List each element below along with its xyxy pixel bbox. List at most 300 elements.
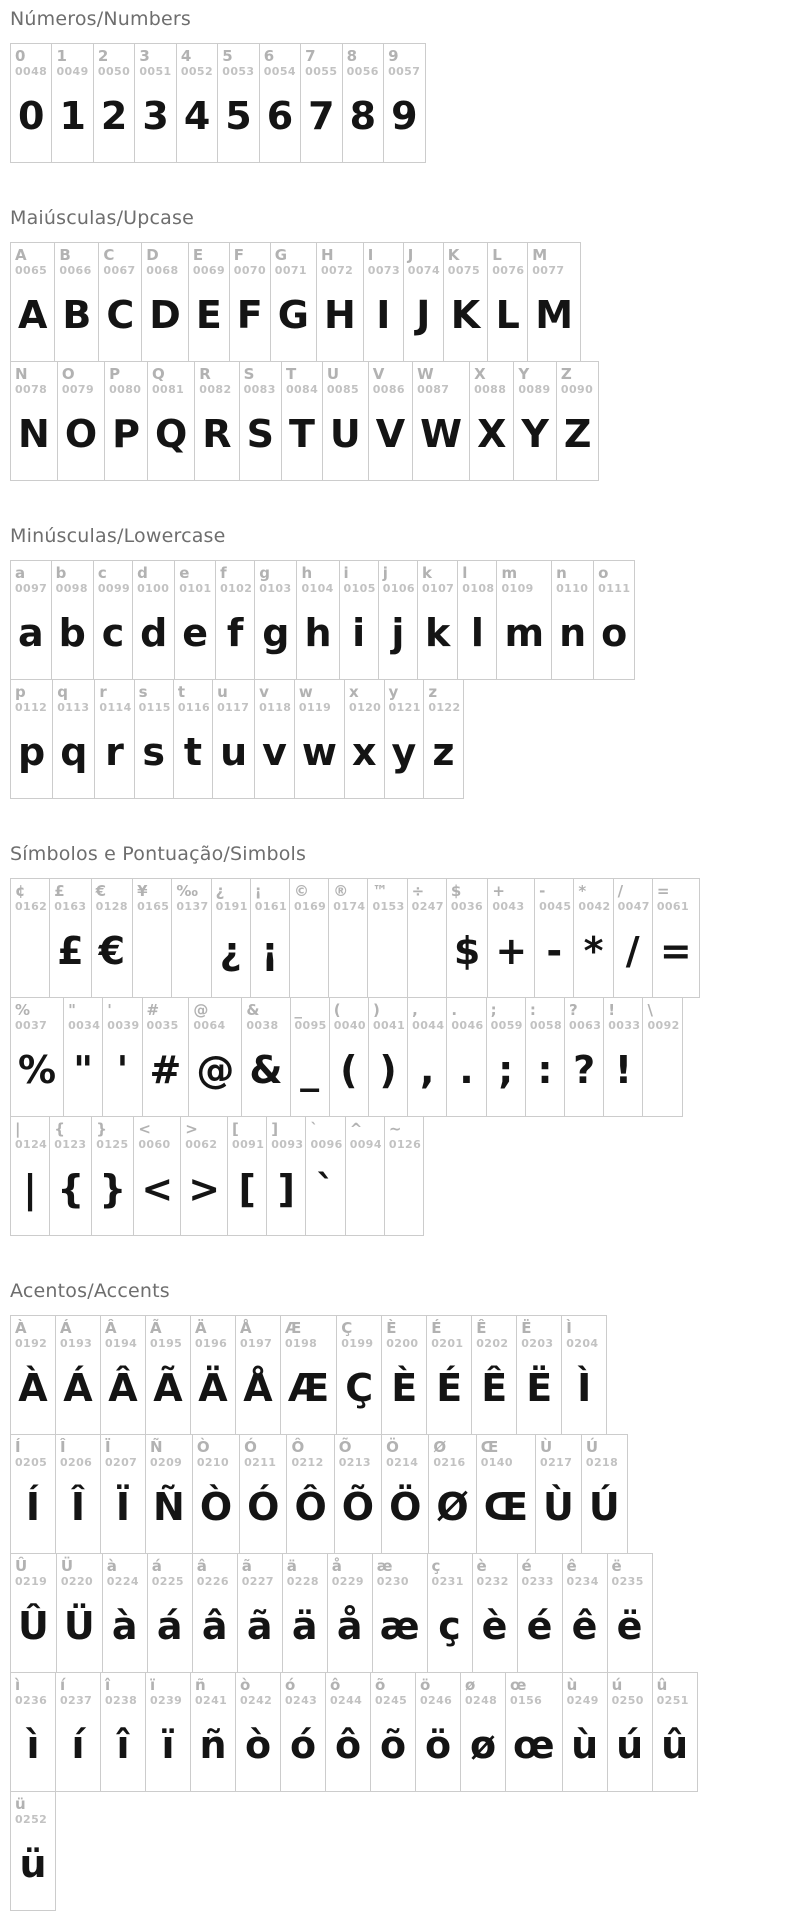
- cell-char-label: h: [301, 564, 313, 582]
- glyph-preview: Ô: [294, 1485, 327, 1530]
- glyph-cell-header: [594, 561, 634, 595]
- glyph-preview: U: [329, 412, 361, 457]
- glyph-cell-header: [473, 1554, 517, 1588]
- glyph-cell-header: [369, 362, 412, 396]
- cell-unicode-label: 0088: [474, 383, 507, 396]
- glyph-cell: [381, 1434, 429, 1554]
- cell-unicode-label: 0042: [578, 900, 611, 913]
- glyph-cell: [55, 1315, 101, 1435]
- cell-char-label: >: [185, 1120, 198, 1138]
- cell-unicode-label: 0101: [179, 582, 212, 595]
- glyph-cell-header: [326, 1673, 370, 1707]
- cell-char-label: C: [103, 246, 115, 264]
- cell-char-label: Õ: [338, 1438, 352, 1456]
- glyph-preview-area: [52, 595, 93, 679]
- glyph-preview-area: [11, 1469, 55, 1553]
- cell-unicode-label: 0040: [333, 1019, 366, 1032]
- glyph-cell: [133, 1116, 181, 1236]
- glyph-preview: C: [106, 293, 135, 338]
- glyph-preview-area: [329, 913, 367, 997]
- glyph-cell-header: [177, 44, 217, 78]
- glyph-cell: [460, 1672, 506, 1792]
- cell-char-label: Ò: [196, 1438, 210, 1456]
- glyph-preview: 0: [18, 94, 45, 139]
- cell-char-label: X: [474, 365, 486, 383]
- glyph-cell-header: [251, 879, 289, 913]
- glyph-preview: £: [57, 929, 84, 974]
- glyph-preview: O: [64, 412, 98, 457]
- cell-unicode-label: 0089: [518, 383, 551, 396]
- glyph-preview-area: [330, 1032, 368, 1116]
- glyph-preview-area: [461, 1707, 505, 1791]
- glyph-cell: [93, 560, 133, 680]
- font-character-map: [10, 8, 810, 1911]
- glyph-row: [10, 1791, 810, 1911]
- cell-unicode-label: 0163: [54, 900, 87, 913]
- cell-char-label: B: [59, 246, 71, 264]
- cell-unicode-label: 0086: [372, 383, 405, 396]
- glyph-row: [10, 560, 810, 680]
- glyph-preview: x: [352, 730, 377, 775]
- glyph-preview: g: [262, 611, 290, 656]
- glyph-cell: [642, 997, 682, 1117]
- glyph-preview-area: [103, 1588, 147, 1672]
- glyph-preview: ú: [616, 1723, 644, 1768]
- glyph-preview-area: [52, 78, 92, 162]
- cell-char-label: D: [146, 246, 159, 264]
- cell-unicode-label: 0069: [192, 264, 226, 277]
- glyph-cell: [384, 1116, 424, 1236]
- glyph-preview: ñ: [199, 1723, 227, 1768]
- glyph-preview: ]: [277, 1167, 296, 1212]
- cell-unicode-label: 0039: [107, 1019, 140, 1032]
- glyph-preview-area: [413, 396, 469, 480]
- glyph-cell-header: [11, 44, 51, 78]
- glyph-preview-area: [11, 714, 52, 798]
- cell-char-label: ï: [150, 1676, 156, 1694]
- glyph-preview-area: [283, 1588, 327, 1672]
- glyph-cell: [556, 361, 600, 481]
- glyph-preview-area: [371, 1707, 415, 1791]
- glyph-cell-header: [369, 998, 407, 1032]
- cell-char-label: K: [447, 246, 460, 264]
- glyph-cell-header: [191, 1673, 235, 1707]
- cell-unicode-label: 0109: [501, 582, 534, 595]
- glyph-cell: [266, 1116, 306, 1236]
- cell-char-label: ë: [611, 1557, 622, 1575]
- glyph-cell-header: [11, 1554, 56, 1588]
- glyph-cell-header: [11, 879, 49, 913]
- glyph-cell-header: [216, 561, 254, 595]
- glyph-preview: ?: [573, 1048, 596, 1093]
- glyph-cell: [322, 361, 369, 481]
- glyph-cell-header: [240, 362, 281, 396]
- glyph-cell-header: [11, 680, 52, 714]
- glyph-cell: [368, 997, 408, 1117]
- glyph-cell-header: [148, 362, 194, 396]
- cell-char-label: õ: [375, 1676, 386, 1694]
- glyph-preview: `: [316, 1167, 336, 1212]
- glyph-preview: 8: [349, 94, 377, 139]
- glyph-row: [10, 878, 810, 998]
- section-title: Números/Numbers: [10, 8, 191, 30]
- cell-char-label: è: [476, 1557, 487, 1575]
- glyph-section: [10, 207, 810, 481]
- cell-char-label: Ü: [60, 1557, 74, 1575]
- glyph-cell-header: [470, 362, 513, 396]
- cell-char-label: ü: [15, 1795, 26, 1813]
- glyph-cell-header: [317, 243, 363, 277]
- glyph-cell-header: [57, 1554, 102, 1588]
- cell-unicode-label: 0196: [195, 1337, 228, 1350]
- glyph-preview-area: [458, 595, 496, 679]
- cell-unicode-label: 0125: [96, 1138, 129, 1151]
- glyph-preview: ò: [244, 1723, 272, 1768]
- glyph-cell-header: [379, 561, 417, 595]
- glyph-cell: [91, 1116, 134, 1236]
- glyph-cell: [142, 997, 190, 1117]
- cell-char-label: Ç: [341, 1319, 353, 1337]
- glyph-cell-header: [282, 362, 322, 396]
- glyph-preview-area: [444, 277, 487, 361]
- glyph-preview-area: [174, 714, 212, 798]
- glyph-preview: y: [391, 730, 417, 775]
- glyph-preview: â: [201, 1604, 228, 1649]
- glyph-cell-header: [291, 998, 329, 1032]
- glyph-preview-area: [56, 1707, 100, 1791]
- glyph-cell-header: [195, 362, 238, 396]
- glyph-cell: [334, 1434, 382, 1554]
- cell-unicode-label: 0137: [176, 900, 209, 913]
- glyph-cell: [336, 1315, 382, 1435]
- cell-char-label: î: [105, 1676, 111, 1694]
- glyph-preview-area: [428, 1588, 472, 1672]
- cell-unicode-label: 0058: [529, 1019, 563, 1032]
- cell-char-label: I: [367, 246, 374, 264]
- cell-unicode-label: 0112: [15, 701, 48, 714]
- cell-unicode-label: 0034: [68, 1019, 101, 1032]
- cell-unicode-label: 0201: [431, 1337, 464, 1350]
- glyph-preview: Ç: [345, 1366, 374, 1411]
- glyph-preview-area: [236, 1707, 280, 1791]
- cell-unicode-label: 0192: [15, 1337, 48, 1350]
- glyph-cell: [517, 1553, 563, 1673]
- glyph-preview-area: [429, 1469, 475, 1553]
- glyph-cell-header: [335, 1435, 381, 1469]
- cell-unicode-label: 0169: [294, 900, 327, 913]
- glyph-cell: [316, 242, 364, 362]
- glyph-preview-area: [517, 1350, 561, 1434]
- glyph-preview-area: [133, 913, 171, 997]
- glyph-cell-header: [563, 1554, 607, 1588]
- glyph-cell: [370, 1672, 416, 1792]
- glyph-preview-area: [193, 1469, 239, 1553]
- glyph-cell: [239, 1434, 287, 1554]
- glyph-preview-area: [281, 1350, 336, 1434]
- glyph-cell: [145, 1672, 191, 1792]
- cell-unicode-label: 0250: [611, 1694, 644, 1707]
- glyph-preview: I: [376, 293, 391, 338]
- glyph-preview-area: [213, 714, 254, 798]
- cell-char-label: /: [617, 882, 624, 900]
- cell-unicode-label: 0252: [15, 1813, 48, 1826]
- cell-char-label: ô: [330, 1676, 341, 1694]
- cell-char-label: E: [192, 246, 204, 264]
- cell-char-label: x: [349, 683, 359, 701]
- cell-unicode-label: 0210: [196, 1456, 230, 1469]
- glyph-cell: [235, 1672, 281, 1792]
- glyph-cell: [476, 1434, 536, 1554]
- glyph-cell: [237, 1553, 283, 1673]
- glyph-cell: [652, 1672, 698, 1792]
- glyph-cell: [93, 43, 135, 163]
- glyph-preview-area: [488, 277, 527, 361]
- glyph-preview-area: [50, 913, 90, 997]
- glyph-cell: [443, 242, 488, 362]
- glyph-preview-area: [528, 277, 580, 361]
- glyph-preview-area: [487, 1032, 525, 1116]
- glyph-cell: [49, 878, 91, 998]
- glyph-cell-header: [189, 243, 229, 277]
- cell-unicode-label: 0096: [310, 1138, 343, 1151]
- glyph-preview-area: [11, 595, 51, 679]
- glyph-preview-area: [55, 277, 98, 361]
- glyph-preview: ë: [616, 1604, 643, 1649]
- cell-char-label: =: [656, 882, 670, 900]
- glyph-preview-area: [565, 1032, 603, 1116]
- glyph-cell-header: [94, 561, 132, 595]
- glyph-cell: [55, 1672, 101, 1792]
- glyph-cell: [562, 1672, 608, 1792]
- glyph-cell-header: [228, 1117, 266, 1151]
- glyph-cell: [472, 1553, 518, 1673]
- glyph-cell: [212, 679, 255, 799]
- glyph-preview-area: [11, 1151, 49, 1235]
- glyph-cell-header: [56, 1673, 100, 1707]
- glyph-preview-area: [282, 396, 322, 480]
- glyph-cell: [10, 242, 55, 362]
- glyph-cell: [496, 560, 552, 680]
- cell-unicode-label: 0051: [139, 65, 172, 78]
- glyph-preview-area: [404, 277, 443, 361]
- glyph-preview: .: [459, 1048, 474, 1093]
- cell-unicode-label: 0081: [151, 383, 185, 396]
- cell-unicode-label: 0050: [97, 65, 131, 78]
- cell-unicode-label: 0203: [521, 1337, 554, 1350]
- section-title: Acentos/Accents: [10, 1280, 170, 1302]
- cell-char-label: À: [15, 1319, 27, 1337]
- glyph-preview: X: [477, 412, 507, 457]
- glyph-cell-header: [608, 1673, 652, 1707]
- glyph-cell-header: [52, 44, 92, 78]
- glyph-cell: [174, 560, 216, 680]
- glyph-preview-area: [653, 1707, 697, 1791]
- glyph-preview: Ö: [389, 1485, 422, 1530]
- cell-unicode-label: 0067: [103, 264, 136, 277]
- cell-char-label: _: [294, 1001, 302, 1019]
- cell-unicode-label: 0232: [476, 1575, 509, 1588]
- cell-char-label: d: [137, 564, 148, 582]
- glyph-preview: Û: [18, 1604, 49, 1649]
- glyph-preview: ç: [438, 1604, 461, 1649]
- cell-char-label: Î: [60, 1438, 66, 1456]
- glyph-preview-area: [146, 1707, 190, 1791]
- cell-char-label: @: [193, 1001, 209, 1019]
- glyph-cell-header: [101, 1673, 145, 1707]
- glyph-cell: [190, 1315, 236, 1435]
- glyph-cell-header: [242, 998, 289, 1032]
- glyph-preview-area: [133, 595, 174, 679]
- glyph-cell-header: [418, 561, 457, 595]
- glyph-preview: (: [340, 1048, 358, 1093]
- glyph-preview-area: [582, 1469, 627, 1553]
- cell-unicode-label: 0083: [243, 383, 276, 396]
- cell-char-label: Æ: [285, 1319, 302, 1337]
- glyph-preview-area: [228, 1151, 266, 1235]
- glyph-cell-header: [608, 1554, 652, 1588]
- glyph-cell: [457, 560, 497, 680]
- glyph-preview: ê: [571, 1604, 598, 1649]
- glyph-cell: [562, 1553, 608, 1673]
- glyph-cell-header: [230, 243, 270, 277]
- cell-char-label: É: [431, 1319, 442, 1337]
- glyph-preview: B: [62, 293, 92, 338]
- cell-unicode-label: 0161: [254, 900, 287, 913]
- cell-unicode-label: 0102: [220, 582, 253, 595]
- cell-char-label: á: [151, 1557, 162, 1575]
- glyph-cell: [229, 242, 271, 362]
- glyph-cell-header: [340, 561, 378, 595]
- cell-char-label: y: [388, 683, 399, 701]
- glyph-row: [10, 679, 810, 799]
- glyph-preview: Õ: [341, 1485, 375, 1530]
- glyph-cell-header: [535, 879, 573, 913]
- glyph-cell: [469, 361, 514, 481]
- glyph-cell-header: [329, 879, 367, 913]
- glyph-cell-header: [488, 879, 534, 913]
- glyph-section: [10, 525, 810, 799]
- glyph-preview-area: [563, 1588, 607, 1672]
- glyph-cell: [280, 1315, 337, 1435]
- cell-unicode-label: 0075: [447, 264, 480, 277]
- glyph-preview-area: [53, 714, 94, 798]
- glyph-cell: [325, 1672, 371, 1792]
- glyph-preview-area: [472, 1350, 516, 1434]
- glyph-cell-header: [287, 1435, 333, 1469]
- glyph-preview-area: [240, 396, 281, 480]
- glyph-preview-area: [101, 1707, 145, 1791]
- section-title: Símbolos e Pontuação/Simbols: [10, 843, 307, 865]
- glyph-row: [10, 43, 810, 163]
- glyph-cell-header: [604, 998, 642, 1032]
- glyph-cell-header: [290, 879, 328, 913]
- glyph-cell-header: [50, 879, 90, 913]
- cell-unicode-label: 0092: [647, 1019, 680, 1032]
- cell-char-label: ã: [241, 1557, 252, 1575]
- glyph-cell-header: [518, 1554, 562, 1588]
- cell-char-label: ó: [285, 1676, 296, 1694]
- glyph-cell-header: [11, 1435, 55, 1469]
- glyph-preview-area: [11, 1588, 56, 1672]
- glyph-preview: R: [202, 412, 232, 457]
- glyph-preview-area: [343, 78, 383, 162]
- cell-char-label: k: [421, 564, 432, 582]
- glyph-preview: r: [105, 730, 124, 775]
- glyph-preview: {: [57, 1167, 85, 1212]
- glyph-cell: [102, 1553, 148, 1673]
- glyph-cell: [190, 1672, 236, 1792]
- glyph-preview: l: [470, 611, 484, 656]
- glyph-preview-area: [142, 277, 188, 361]
- glyph-cell-header: [416, 1673, 460, 1707]
- glyph-cell-header: [295, 680, 344, 714]
- cell-unicode-label: 0228: [286, 1575, 319, 1588]
- cell-unicode-label: 0206: [60, 1456, 93, 1469]
- glyph-preview-area: [92, 913, 132, 997]
- cell-unicode-label: 0174: [333, 900, 366, 913]
- cell-char-label: ¡: [254, 882, 262, 900]
- glyph-preview: m: [504, 611, 545, 656]
- cell-unicode-label: 0216: [433, 1456, 466, 1469]
- glyph-preview: ö: [424, 1723, 452, 1768]
- glyph-preview: L: [495, 293, 520, 338]
- cell-unicode-label: 0218: [585, 1456, 619, 1469]
- glyph-cell: [259, 43, 301, 163]
- glyph-preview: n: [559, 611, 587, 656]
- glyph-cell: [564, 997, 604, 1117]
- cell-char-label: w: [298, 683, 313, 701]
- cell-char-label: ¢: [15, 882, 26, 900]
- glyph-preview-area: [385, 1151, 423, 1235]
- glyph-preview: 4: [183, 94, 211, 139]
- glyph-preview: 5: [225, 94, 252, 139]
- glyph-row: [10, 242, 810, 362]
- section-title: Maiúsculas/Upcase: [10, 207, 195, 229]
- glyph-cell-header: [328, 1554, 372, 1588]
- glyph-cell: [250, 878, 290, 998]
- glyph-preview-area: [291, 1032, 329, 1116]
- glyph-preview-area: [64, 1032, 102, 1116]
- glyph-cell-header: [255, 680, 294, 714]
- glyph-preview-area: [608, 1707, 652, 1791]
- cell-unicode-label: 0047: [617, 900, 650, 913]
- glyph-preview: è: [481, 1604, 508, 1649]
- glyph-preview: Ü: [63, 1604, 95, 1649]
- glyph-preview: Œ: [483, 1485, 529, 1530]
- cell-unicode-label: 0066: [59, 264, 92, 277]
- cell-char-label: 5: [222, 47, 233, 65]
- glyph-cell: [147, 361, 195, 481]
- cell-unicode-label: 0118: [259, 701, 292, 714]
- glyph-cell-header: [56, 1316, 100, 1350]
- glyph-preview-area: [94, 78, 134, 162]
- glyph-cell-header: [146, 1435, 192, 1469]
- cell-char-label: Z: [560, 365, 572, 383]
- glyph-row: [10, 1315, 810, 1435]
- cell-unicode-label: 0195: [150, 1337, 183, 1350]
- cell-unicode-label: 0054: [263, 65, 296, 78]
- cell-unicode-label: 0246: [420, 1694, 453, 1707]
- glyph-preview-area: [427, 1350, 471, 1434]
- cell-char-label: ': [107, 1001, 112, 1019]
- glyph-preview: b: [58, 611, 86, 656]
- glyph-cell: [91, 878, 133, 998]
- glyph-cell: [339, 560, 379, 680]
- cell-unicode-label: 0225: [151, 1575, 184, 1588]
- cell-unicode-label: 0091: [232, 1138, 265, 1151]
- glyph-preview-area: [335, 1469, 381, 1553]
- cell-unicode-label: 0242: [240, 1694, 273, 1707]
